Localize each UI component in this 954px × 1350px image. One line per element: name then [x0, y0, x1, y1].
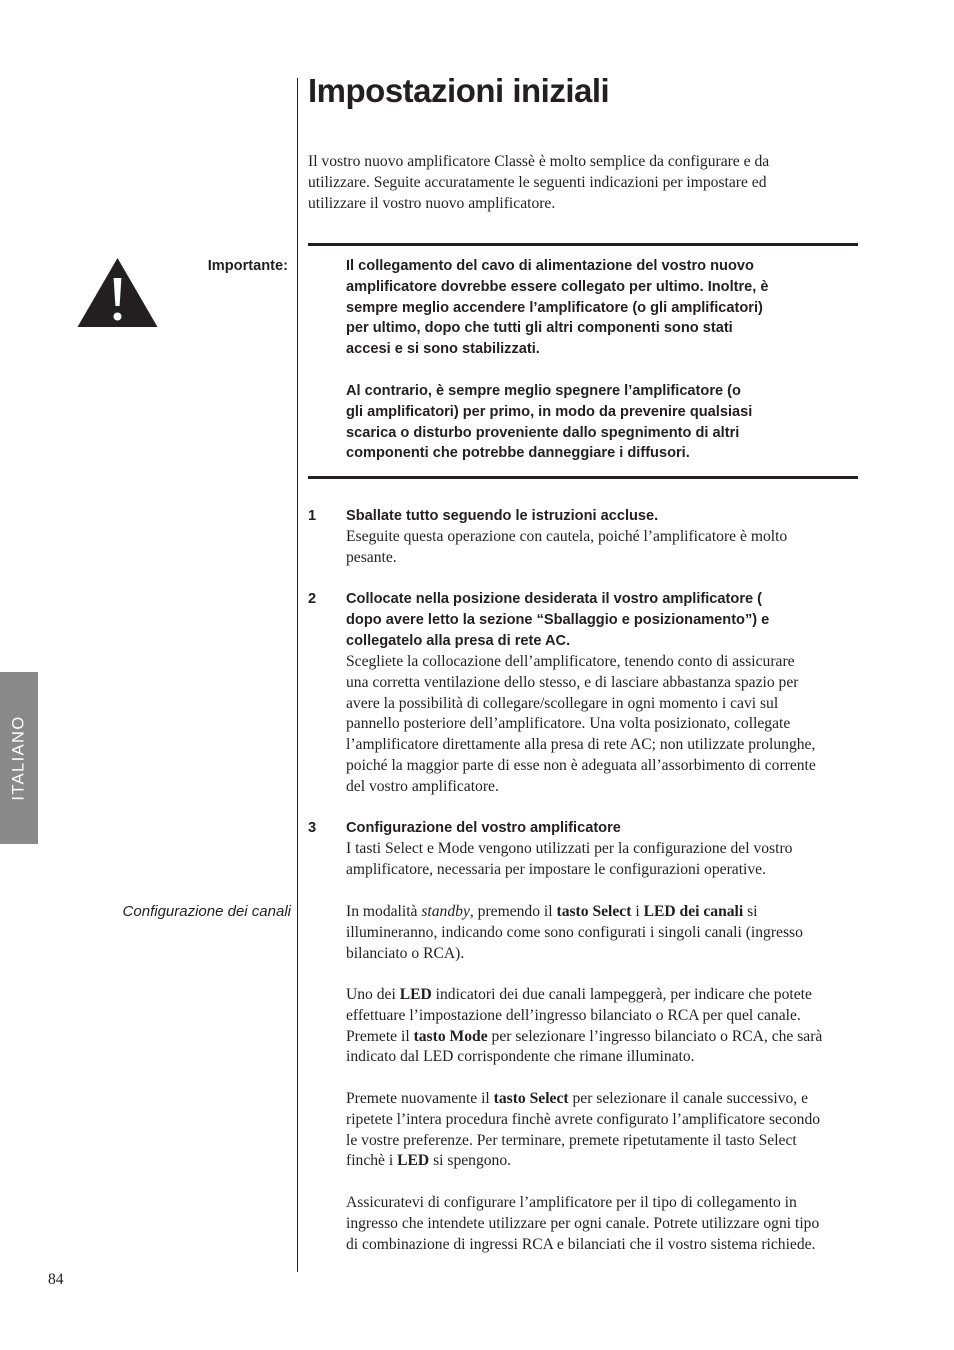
step-body-line: l’amplificatore direttamente alla presa di rete AC; non utilizzate prolunghe,: [346, 736, 816, 754]
language-tab-label: ITALIANO: [9, 715, 28, 801]
channel-config-paragraph-1: [346, 902, 858, 964]
important-line: sempre meglio accendere l’amplificatore (o gli amplificatori): [346, 299, 763, 316]
text-run: per selezionare il canale successivo, e: [568, 1090, 809, 1107]
text-run: di combinazione di ingressi RCA e bilanciati che il vostro sistema richiede.: [346, 1235, 816, 1253]
step-heading-line: dopo avere letto la sezione “Sballaggio e posizionamento”) e: [346, 611, 770, 628]
step-body-line: Eseguite questa operazione con cautela, poiché l’amplificatore è molto: [346, 528, 788, 545]
step-heading-line: Configurazione del vostro amplificatore: [346, 820, 621, 836]
important-paragraph-1: [346, 256, 826, 360]
text-run: Uno dei: [346, 986, 400, 1003]
text-run: si spengono.: [429, 1152, 512, 1170]
text-run: si: [743, 903, 758, 920]
text-run: le vostre preferenze. Per terminare, premete ripetutamente il tasto Select: [346, 1131, 797, 1149]
text-run: illumineranno, indicando come sono configurati i singoli canali (ingresso: [346, 923, 803, 941]
important-line: Al contrario, è sempre meglio spegnere l’amplificatore (o: [346, 383, 741, 399]
important-line: per ultimo, dopo che tutti gli altri componenti sono stati: [346, 320, 733, 337]
step-body-line: pannello posteriore dell’amplificatore. Una volta posizionato, collegate: [346, 715, 791, 733]
text-run: ripetete l’intera procedura finchè avrete configurato l’amplificatore secondo: [346, 1110, 821, 1128]
step-body-line: pesante.: [346, 548, 397, 566]
important-line: Il collegamento del cavo di alimentazione del vostro nuovo: [346, 258, 754, 274]
text-run: i: [631, 903, 644, 920]
step-body: [346, 839, 858, 881]
step-body-line: Scegliete la collocazione dell’amplificatore, tenendo conto di assicurare: [346, 653, 795, 670]
step-number: 1: [308, 508, 317, 524]
step-body-line: amplificatore, necessaria per impostare le configurazioni operative.: [346, 860, 766, 878]
text-run: ingresso che intendete utilizzare per ogni canale. Potrete utilizzare ogni tipo: [346, 1214, 820, 1232]
bold-term: LED dei canali: [643, 903, 744, 920]
step-body-line: una corretta ventilazione dello stesso, e di lasciare abbastanza spazio per: [346, 673, 799, 691]
text-run: Assicuratevi di configurare l’amplificatore per il tipo di collegamento in: [346, 1194, 797, 1211]
step-body: [346, 527, 858, 569]
step-heading-line: Collocate nella posizione desiderata il vostro amplificatore (: [346, 591, 763, 607]
important-paragraph-2: [346, 381, 826, 464]
text-run: indicatori dei due canali lampeggerà, per indicare che potete: [431, 986, 812, 1003]
intro-paragraph: [308, 152, 828, 214]
text-run: Premete nuovamente il: [346, 1090, 494, 1107]
page-number: 84: [48, 1271, 64, 1288]
step-heading-line: Sballate tutto seguendo le istruzioni accluse.: [346, 508, 659, 524]
step-body-line: poiché la maggior parte di esse non è adeguata all’assorbimento di corrente: [346, 756, 816, 774]
step-body-line: avere la possibilità di collegare/scollegare in ogni momento i cavi sul: [346, 694, 779, 712]
bold-term: tasto Select: [556, 903, 632, 920]
text-run: indicato dal LED corrispondente che rimane illuminato.: [346, 1048, 695, 1066]
important-top-rule: [308, 243, 858, 246]
text-run: , premendo il: [469, 903, 557, 920]
important-line: componenti che potrebbe danneggiare i diffusori.: [346, 445, 690, 462]
warning-triangle-icon: [76, 256, 159, 329]
important-line: accesi e si sono stabilizzati.: [346, 341, 540, 358]
bold-term: LED: [397, 1152, 430, 1170]
bold-term: tasto Mode: [413, 1027, 488, 1045]
step-heading: [346, 506, 826, 527]
channel-config-paragraph-3: [346, 1089, 858, 1172]
bold-term: tasto Select: [493, 1090, 569, 1107]
channel-config-paragraph-2: [346, 985, 858, 1068]
step-heading: [346, 818, 826, 839]
step-body: [346, 652, 858, 798]
text-run: bilanciato o RCA).: [346, 944, 465, 962]
text-run: effettuare l’impostazione dell’ingresso bilanciato o RCA per quel canale.: [346, 1006, 801, 1024]
step-number: 3: [308, 820, 317, 836]
channel-config-paragraph-4: [346, 1193, 858, 1255]
text-run: In modalità: [346, 903, 422, 920]
important-line: amplificatore dovrebbe essere collegato per ultimo. Inoltre, è: [346, 278, 769, 295]
important-label: Importante:: [207, 258, 288, 274]
step-body-line: del vostro amplificatore.: [346, 777, 499, 795]
page-title: Impostazioni iniziali: [308, 72, 610, 109]
important-line: scarica o disturbo proveniente dallo spegnimento di altri: [346, 424, 740, 441]
text-run: per selezionare l’ingresso bilanciato o RCA, che sarà: [487, 1027, 823, 1045]
channel-config-label: Configurazione dei canali: [122, 903, 291, 920]
column-divider: [297, 78, 298, 1272]
step-number: 2: [308, 591, 317, 607]
important-line: gli amplificatori) per primo, in modo da prevenire qualsiasi: [346, 403, 753, 420]
step-heading-line: collegatelo alla presa di rete AC.: [346, 632, 571, 649]
bold-term: LED: [399, 986, 432, 1003]
text-run: finchè i: [346, 1152, 398, 1170]
italic-term: standby: [421, 903, 470, 920]
text-run: Premete il: [346, 1027, 414, 1045]
intro-line: utilizzare il vostro nuovo amplificatore.: [308, 194, 556, 212]
step-body-line: I tasti Select e Mode vengono utilizzati per la configurazione del vostro: [346, 840, 793, 857]
important-bottom-rule: [308, 476, 858, 479]
step-heading: [346, 589, 826, 651]
intro-line: Il vostro nuovo amplificatore Classè è molto semplice da configurare e da: [308, 153, 770, 170]
intro-line: utilizzare. Seguite accuratamente le seguenti indicazioni per impostare ed: [308, 173, 767, 191]
